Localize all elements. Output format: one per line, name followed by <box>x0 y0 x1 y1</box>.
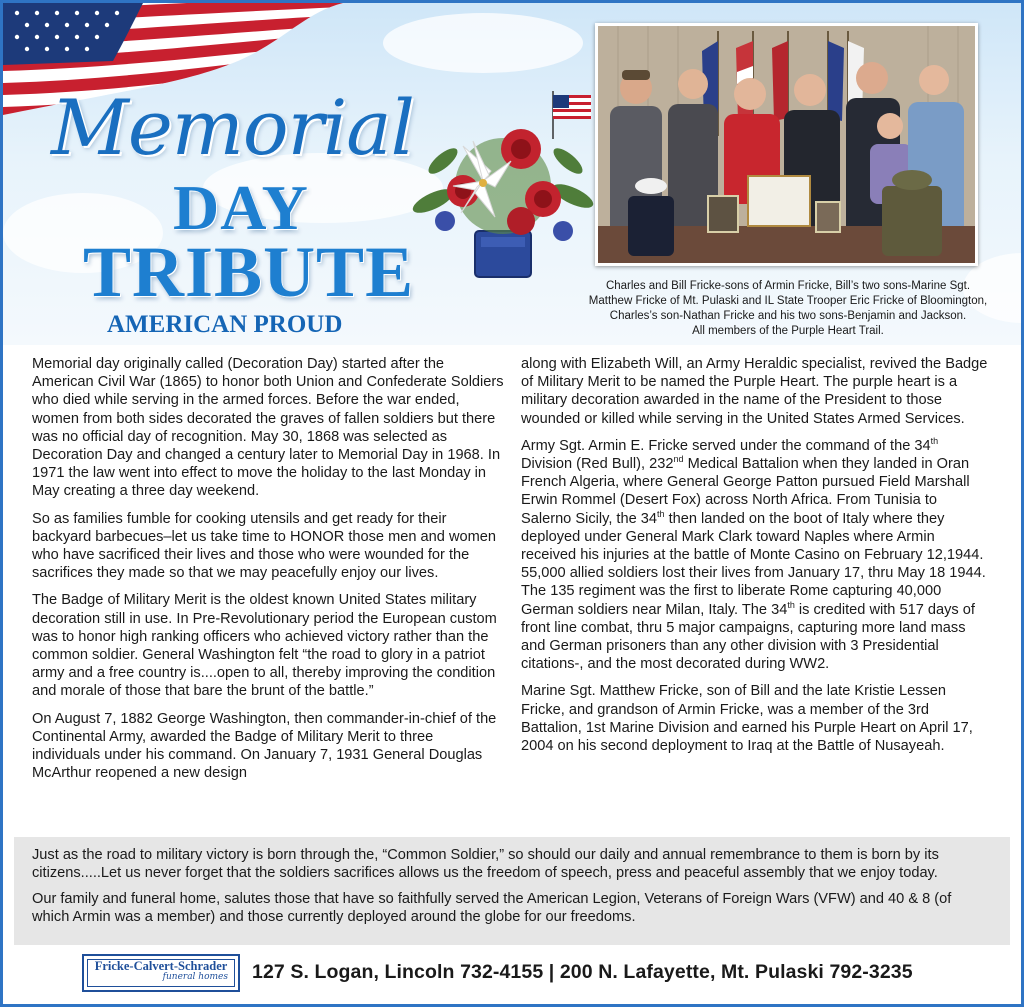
text-run: is credited with 517 days of front line combat, thru 5 major campaigns, capturing more land mass and German prisoners than any other division with 3 Presidential citations-, and the most decorated during WW2. <box>521 601 975 673</box>
logo-subtitle: funeral homes <box>162 972 228 982</box>
ordinal-suffix: nd <box>673 454 684 465</box>
flower-bouquet-icon <box>403 91 603 291</box>
text-run: then landed on the boot of Italy where they deployed under General Mark Clark toward Naples where Armin received his injuries at the battle of Monte Casino on February 12,1944. 55,000 allied soldiers lost their lives from January 17, thru May 18 1944. The 135 regiment was the first to liberate Rome capturing 40,000 German soldiers near Milan, Italy. The 34 <box>521 510 986 618</box>
family-photo <box>595 23 978 266</box>
closing-band <box>14 837 1010 945</box>
caption-line: Matthew Fricke of Mt. Pulaski and IL State Trooper Eric Fricke of Bloomington, <box>588 295 988 307</box>
text-run: Division (Red Bull), 232 <box>521 456 674 473</box>
cloud-decoration <box>383 13 583 73</box>
article-paragraph-armin <box>521 437 991 674</box>
title-memorial: Memorial <box>51 83 414 172</box>
closing-paragraph: Just as the road to military victory is born through the, “Common Soldier,” so should our daily and annual remembrance to them is born by its citizens.....Let us never forget that the soldiers sacrifices allows us the freedom of speech, press and peaceful assembly that we enjoy today. <box>32 847 939 881</box>
article-paragraph: Marine Sgt. Matthew Fricke, son of Bill and the late Kristie Lessen Fricke, and grandson of Armin Fricke, was a member of the 3rd Battalion, 1st Marine Division and earned his Purple Heart on April 17, 2004 on his second deployment to Iraq at the Battle of Nusayeah. <box>521 683 973 755</box>
text-run: Medical Battalion when they landed in Oran French Algeria, where General George Patton pursued Field Marshall Erwin Rommel (Desert Fox) across North Africa. From Tunisia to Salerno Sicily, the 34 <box>521 456 970 527</box>
text-run: Army Sgt. Armin E. Fricke served under the command of the 34 <box>521 437 931 454</box>
header-banner <box>3 3 1021 345</box>
footer-address: 127 S. Logan, Lincoln 732-4155 | 200 N. Lafayette, Mt. Pulaski 792-3235 <box>252 961 913 983</box>
photo-caption <box>563 279 1013 339</box>
title-day: DAY <box>173 172 309 243</box>
article-column-right <box>521 355 991 764</box>
article-paragraph: On August 7, 1882 George Washington, then commander-in-chief of the Continental Army, awarded the Badge of Military Merit to three individuals under his command. On January 7, 1931 General Douglas McArthur reopened a new design <box>32 710 497 782</box>
caption-line: Charles and Bill Fricke-sons of Armin Fricke, Bill’s two sons-Marine Sgt. <box>605 280 971 292</box>
subtitle-american-proud: AMERICAN PROUD <box>107 311 343 338</box>
article-paragraph: along with Elizabeth Will, an Army Heraldic specialist, revived the Badge of Military Merit to be named the Purple Heart. The purple heart is a military decoration awarded in the name of the President to those wounded or killed while serving in the United States Armed Services. <box>521 356 988 427</box>
caption-line: Charles’s son-Nathan Fricke and his two sons-Benjamin and Jackson. <box>609 310 967 322</box>
closing-paragraph: Our family and funeral home, salutes those that have so faithfully served the American Legion, Veterans of Foreign Wars (VFW) and 40 & 8 (of which Armin was a member) and those currently deployed around the globe for our freedoms. <box>32 891 952 925</box>
ordinal-suffix: th <box>787 599 795 610</box>
caption-line: All members of the Purple Heart Trail. <box>692 325 884 337</box>
title-tribute: TRIBUTE <box>83 232 415 312</box>
article-paragraph: So as families fumble for cooking utensils and get ready for their backyard barbecues–let us take time to HONOR those men and women who have sacrificed their lives and those who were wounded for the sacrifices they made so that we may peacefully enjoy our lives. <box>32 510 496 582</box>
logo-name: Fricke-Calvert-Schrader <box>94 959 228 973</box>
ordinal-suffix: th <box>657 508 665 519</box>
article-column-left <box>32 355 504 791</box>
ordinal-suffix: th <box>930 435 939 446</box>
article-paragraph: The Badge of Military Merit is the oldest known United States military decoration still in use. In Pre-Revolutionary period the European custom was to honor high ranking officers who achieved victory rather than the common soldier. General Washington felt “the road to glory in a patriot army and a free country is....open to all, thereby improving the condition and morale of those that bare the brunt of the battle.” <box>32 592 497 700</box>
article-paragraph: Memorial day originally called (Decoration Day) started after the American Civil War (1865) to honor both Union and Confederate Soldiers who died while serving in the armed forces. Before the war ended, women from both sides decorated the graves of fallen soldiers but there was no official day of recognition. May 30, 1868 was selected as Decoration Day and changed a century later to Memorial Day in 1968. In 1971 the law went into effect to move the holiday to the last Monday in May creating a three day weekend. <box>32 356 504 500</box>
funeral-home-logo <box>82 954 240 992</box>
